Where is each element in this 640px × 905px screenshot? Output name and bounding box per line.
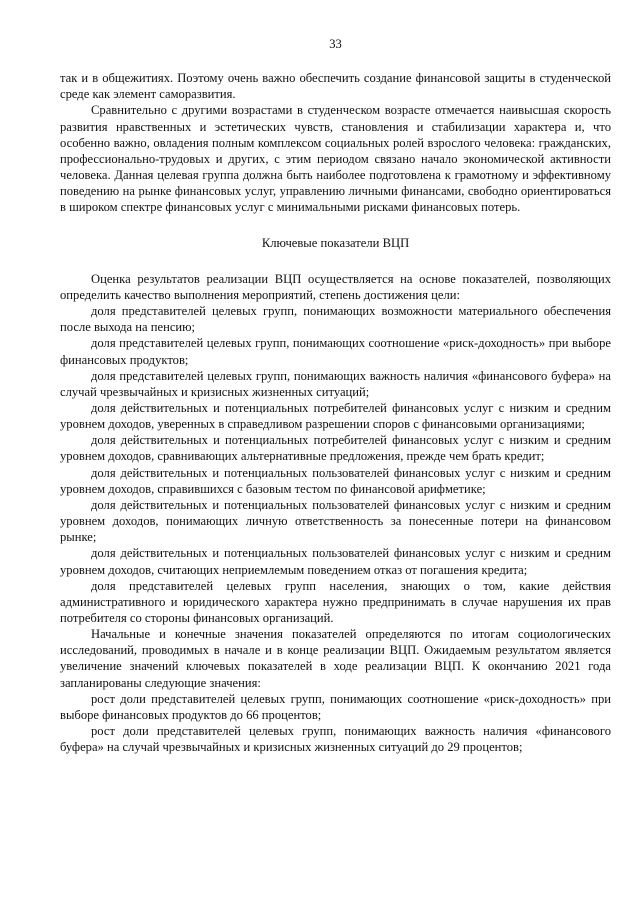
list-item: доля представителей целевых групп, понимающих соотношение «риск-доходность» при выборе финансовых продуктов; bbox=[60, 336, 611, 367]
document-page bbox=[60, 36, 611, 755]
list-item: доля представителей целевых групп населения, знающих о том, какие действия административного и юридического характера нужно предпринимать в случае нарушения их прав потребителя со стороны финансовых организаций. bbox=[60, 578, 611, 625]
list-item: доля действительных и потенциальных пользователей финансовых услуг с низким и средним уровнем доходов, справившихся с базовым тестом по финансовой арифметике; bbox=[60, 465, 611, 496]
paragraph: Оценка результатов реализации ВЦП осуществляется на основе показателей, позволяющих определить качество выполнения мероприятий, степень достижения цели: bbox=[60, 271, 611, 302]
list-item: доля действительных и потенциальных пользователей финансовых услуг с низким и средним уровнем доходов, считающих неприемлемым поведением отказ от погашения кредита; bbox=[60, 546, 611, 577]
list-item: рост доли представителей целевых групп, понимающих соотношение «риск-доходность» при выборе финансовых продуктов до 66 процентов; bbox=[60, 691, 611, 722]
list-item: доля представителей целевых групп, понимающих важность наличия «финансового буфера» на случай чрезвычайных и кризисных жизненных ситуаций; bbox=[60, 368, 611, 399]
section-heading: Ключевые показатели ВЦП bbox=[261, 235, 410, 250]
paragraph: Начальные и конечные значения показателей определяются по итогам социологических исследований, проводимых в начале и в конце реализации ВЦП. Ожидаемым результатом является увеличение значений ключевых показателей в ходе реализации ВЦП. К окончанию 2021 года запланированы следующие значения: bbox=[60, 627, 611, 690]
list-item: рост доли представителей целевых групп, понимающих важность наличия «финансового буфера» на случай чрезвычайных и кризисных жизненных ситуаций до 29 процентов; bbox=[60, 724, 611, 755]
paragraph: так и в общежитиях. Поэтому очень важно обеспечить создание финансовой защиты в студенческой среде как элемент саморазвития. bbox=[60, 71, 611, 102]
page-number: 33 bbox=[329, 37, 342, 51]
list-item: доля действительных и потенциальных потребителей финансовых услуг с низким и средним уровнем доходов, сравнивающих альтернативные предложения, прежде чем брать кредит; bbox=[60, 433, 611, 464]
paragraph: Сравнительно с другими возрастами в студенческом возрасте отмечается наивысшая скорость развития нравственных и эстетических чувств, становления и стабилизации характера и, что особенно важно, овладения полным комплексом социальных ролей взрослого человека: гражданских, профессионально-трудовых и других, с этим периодом связано начало экономической активности человека. Данная целевая группа должна быть наиболее подготовлена к грамотному и эффективному поведению на рынке финансовых услуг, управлению личными финансами, свободно ориентироваться в широком спектре финансовых услуг с минимальными рисками финансовых потерь. bbox=[60, 103, 611, 215]
list-item: доля действительных и потенциальных пользователей финансовых услуг с низким и средним уровнем доходов, понимающих личную ответственность за понесенные потери на финансовом рынке; bbox=[60, 497, 611, 545]
list-item: доля действительных и потенциальных потребителей финансовых услуг с низким и средним уровнем доходов, уверенных в справедливом разрешении споров с финансовыми организациями; bbox=[60, 400, 611, 432]
list-item: доля представителей целевых групп, понимающих возможности материального обеспечения после выхода на пенсию; bbox=[60, 304, 611, 335]
